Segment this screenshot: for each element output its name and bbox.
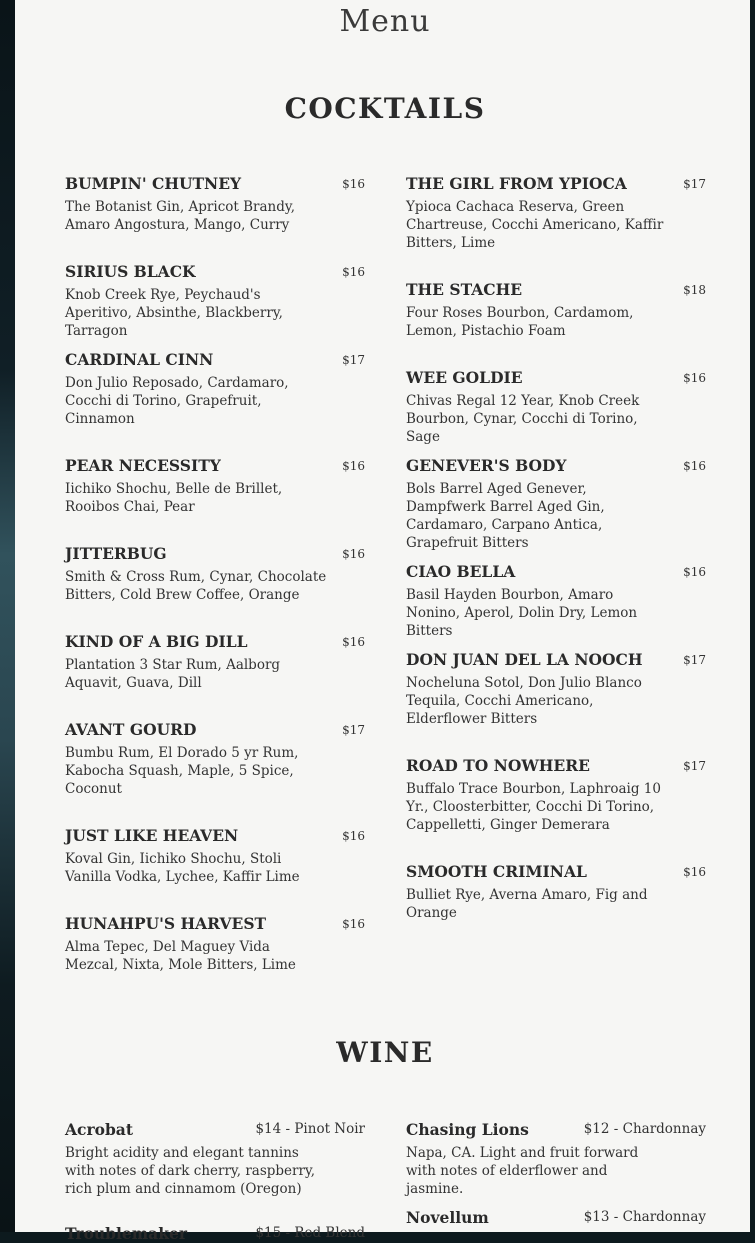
item-description: Buffalo Trace Bourbon, Laphroaig 10 Yr., Cloosterbitter, Cocchi Di Torino, Cappelletti, Ginger Demerara [406,781,661,833]
item-price: $17 [342,723,365,737]
item-description: Koval Gin, Iichiko Shochu, Stoli Vanilla Vodka, Lychee, Kaffir Lime [65,851,300,885]
item-name: DON JUAN DEL LA NOOCH [406,650,643,669]
item-description: Four Roses Bourbon, Cardamom, Lemon, Pistachio Foam [406,305,634,339]
item-price: $16 [683,865,706,879]
item-name: Novellum [406,1208,489,1227]
item-name: BUMPIN' CHUTNEY [65,174,242,193]
item-name: THE GIRL FROM YPIOCA [406,174,627,193]
item-name: SIRIUS BLACK [65,262,196,281]
item-price: $16 [342,265,365,279]
item-name: THE STACHE [406,280,523,299]
item-name: SMOOTH CRIMINAL [406,862,587,881]
item-price: $16 [683,371,706,385]
item-name: JUST LIKE HEAVEN [65,826,239,845]
item-price: $17 [683,653,706,667]
item-price: $17 [683,759,706,773]
item-name: Chasing Lions [406,1120,529,1139]
cocktails-heading: COCKTAILS [284,92,486,125]
item-description: Ypioca Cachaca Reserva, Green Chartreuse, Cocchi Americano, Kaffir Bitters, Lime [406,199,664,251]
item-description: The Botanist Gin, Apricot Brandy, Amaro Angostura, Mango, Curry [65,199,295,233]
item-description: Bright acidity and elegant tannins with notes of dark cherry, raspberry, rich plum and cinnamom (Oregon) [65,1145,316,1197]
item-name: JITTERBUG [65,544,167,563]
item-price: $16 [342,459,365,473]
item-description: Napa, CA. Light and fruit forward with notes of elderflower and jasmine. [406,1145,639,1197]
item-price: $16 [342,635,365,649]
item-description: Knob Creek Rye, Peychaud's Aperitivo, Absinthe, Blackberry, Tarragon [65,287,283,339]
item-price: $17 [342,353,365,367]
item-name: Troublemaker [65,1224,187,1243]
item-name: PEAR NECESSITY [65,456,221,475]
item-name: CIAO BELLA [406,562,516,581]
item-description: Bumbu Rum, El Dorado 5 yr Rum, Kabocha Squash, Maple, 5 Spice, Coconut [65,745,299,797]
item-price: $18 [683,283,706,297]
item-description: Nocheluna Sotol, Don Julio Blanco Tequila, Cocchi Americano, Elderflower Bitters [406,675,642,727]
item-name: CARDINAL CINN [65,350,214,369]
item-price: $16 [683,565,706,579]
item-description: Chivas Regal 12 Year, Knob Creek Bourbon, Cynar, Cocchi di Torino, Sage [406,393,640,445]
item-price: $13 - Chardonnay [583,1209,706,1225]
item-name: Acrobat [65,1120,134,1139]
item-name: AVANT GOURD [65,720,197,739]
item-price: $16 [342,547,365,561]
item-price: $16 [342,177,365,191]
wine-heading: WINE [336,1036,434,1069]
item-price: $14 - Pinot Noir [255,1121,365,1137]
menu-page [15,0,750,1243]
item-description: Don Julio Reposado, Cardamaro, Cocchi di Torino, Grapefruit, Cinnamon [65,375,289,427]
item-name: GENEVER'S BODY [406,456,567,475]
item-description: Plantation 3 Star Rum, Aalborg Aquavit, Guava, Dill [65,657,281,691]
item-name: ROAD TO NOWHERE [406,756,590,775]
item-description: Smith & Cross Rum, Cynar, Chocolate Bitters, Cold Brew Coffee, Orange [65,569,327,603]
item-name: HUNAHPU'S HARVEST [65,914,267,933]
item-description: Bulliet Rye, Averna Amaro, Fig and Orange [406,887,648,921]
item-name: KIND OF A BIG DILL [65,632,248,651]
item-description: Alma Tepec, Del Maguey Vida Mezcal, Nixta, Mole Bitters, Lime [65,939,296,973]
item-price: $15 - Red Blend [255,1225,365,1241]
item-price: $16 [342,829,365,843]
item-description: Iichiko Shochu, Belle de Brillet, Rooibos Chai, Pear [65,481,283,515]
item-price: $17 [683,177,706,191]
item-name: WEE GOLDIE [406,368,523,387]
item-price: $16 [342,917,365,931]
item-description: Bols Barrel Aged Genever, Dampfwerk Barrel Aged Gin, Cardamaro, Carpano Antica, Grapefruit Bitters [406,481,605,551]
page-title: Menu [339,4,431,39]
item-price: $16 [683,459,706,473]
item-price: $12 - Chardonnay [583,1121,706,1137]
item-description: Basil Hayden Bourbon, Amaro Nonino, Aperol, Dolin Dry, Lemon Bitters [406,587,638,639]
background-strip [0,0,15,1232]
